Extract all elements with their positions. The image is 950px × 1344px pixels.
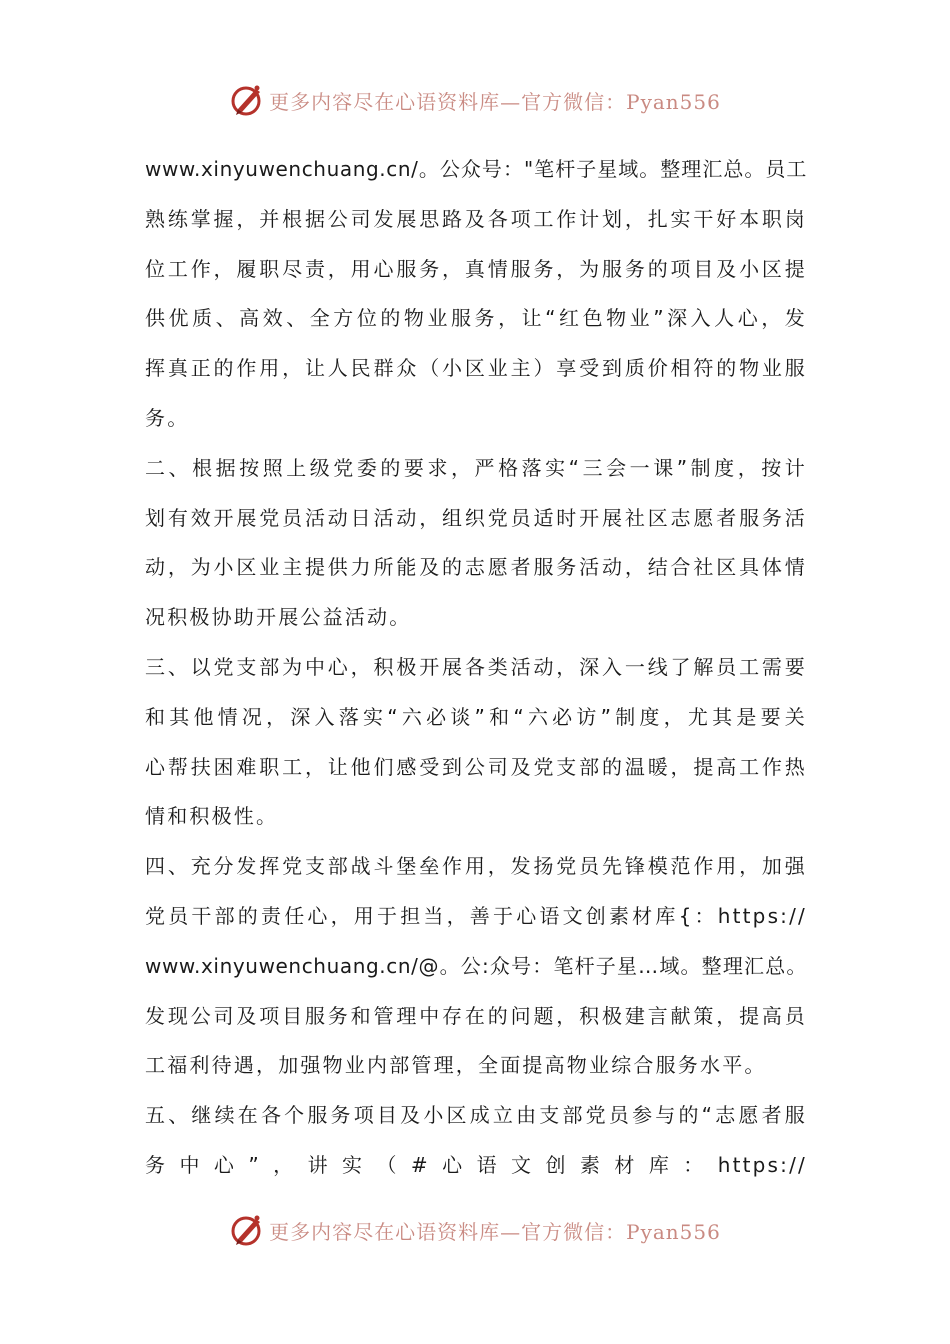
text-line: 位工作，履职尽责，用心服务，真情服务，为服务的项目及小区提 [145,256,807,281]
text-line: 划有效开展党员活动日活动，组织党员适时开展社区志愿者服务活 [145,505,807,530]
text-line: 况积极协助开展公益活动。 [145,605,412,630]
footer-banner-text: 更多内容尽在心语资料库—官方微信：Pyan556 [269,1219,721,1244]
text-line: www.xinyuwenchuang.cn/。公众号："笔杆子星域。整理汇总。员工 [145,157,807,181]
footer-banner [0,1210,950,1250]
text-line: 熟练掌握，并根据公司发展思路及各项工作计划，扎实干好本职岗 [145,206,807,231]
text-line: 挥真正的作用，让人民群众（小区业主）享受到质价相符的物业服 [145,356,807,381]
text-line: 二、根据按照上级党委的要求，严格落实“三会一课”制度，按计 [145,455,807,480]
text-line: 供优质、高效、全方位的物业服务，让“红色物业”深入人心，发 [145,306,807,331]
pen-logo-icon [229,1212,265,1248]
document-body [145,145,807,1191]
header-banner-text: 更多内容尽在心语资料库—官方微信：Pyan556 [269,89,721,114]
text-line: www.xinyuwenchuang.cn/@。公:众号：笔杆子星…域。整理汇总。 [145,953,807,978]
text-line: 动，为小区业主提供力所能及的志愿者服务活动，结合社区具体情 [145,555,807,580]
text-line: 四、充分发挥党支部战斗堡垒作用，发扬党员先锋模范作用，加强 [145,854,807,879]
header-banner [0,80,950,120]
text-line: 党员干部的责任心，用于担当，善于心语文创素材库{：https:// [145,903,807,928]
text-line: 发现公司及项目服务和管理中存在的问题，积极建言献策，提高员 [145,1003,807,1028]
text-line: 和其他情况，深入落实“六必谈”和“六必访”制度，尤其是要关 [145,704,807,729]
text-line: 心帮扶困难职工，让他们感受到公司及党支部的温暖，提高工作热 [145,754,807,779]
text-line: 五、继续在各个服务项目及小区成立由支部党员参与的“志愿者服 [145,1103,807,1128]
pen-logo-icon [229,82,265,118]
text-line: 务中心”，讲实（#心语文创素材库：https:// [145,1152,807,1177]
text-line: 情和积极性。 [145,804,279,829]
text-line: 务。 [145,405,190,430]
text-line: 工福利待遇，加强物业内部管理，全面提高物业综合服务水平。 [145,1053,767,1078]
text-line: 三、以党支部为中心，积极开展各类活动，深入一线了解员工需要 [145,654,807,679]
